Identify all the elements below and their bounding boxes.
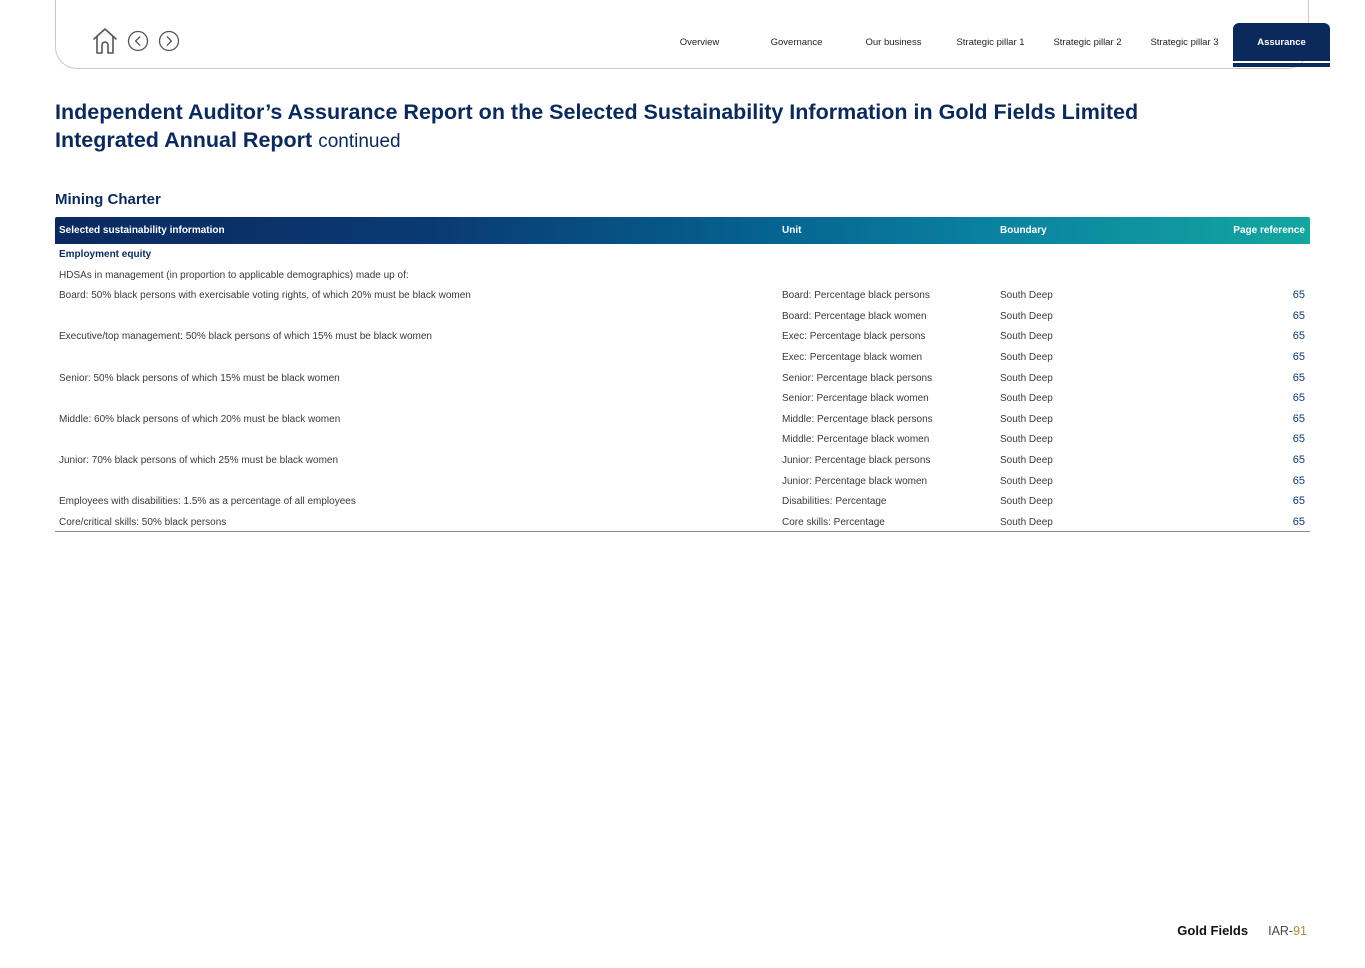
tab-our-business[interactable]: Our business xyxy=(865,36,922,48)
cell-info: Executive/top management: 50% black persons of which 15% must be black women xyxy=(59,331,432,343)
cell-boundary: South Deep xyxy=(1000,331,1053,343)
cell-boundary: South Deep xyxy=(1000,454,1053,466)
table-row xyxy=(55,306,1310,327)
next-icon[interactable] xyxy=(158,30,180,52)
table-row xyxy=(55,409,1310,430)
cell-boundary: South Deep xyxy=(1000,310,1053,322)
cell-unit: Middle: Percentage black persons xyxy=(782,413,933,425)
cell-page-reference: 65 xyxy=(1292,412,1305,425)
cell-page-reference: 65 xyxy=(1292,474,1305,487)
cell-info: Employees with disabilities: 1.5% as a percentage of all employees xyxy=(59,496,356,508)
cell-page-reference: 65 xyxy=(1292,371,1305,384)
tab-strategic-pillar-3[interactable]: Strategic pillar 3 xyxy=(1150,36,1219,48)
tab-strategic-pillar-2[interactable]: Strategic pillar 2 xyxy=(1053,36,1122,48)
table-row xyxy=(55,368,1310,389)
table-row xyxy=(55,471,1310,492)
table-row xyxy=(55,347,1310,368)
cell-boundary: South Deep xyxy=(1000,351,1053,363)
cell-unit: Middle: Percentage black women xyxy=(782,434,930,446)
nav-icon-group xyxy=(91,26,189,56)
table-group-row xyxy=(55,244,1310,265)
table-header xyxy=(55,217,1310,244)
cell-page-reference: 65 xyxy=(1292,515,1305,528)
header-unit: Unit xyxy=(782,225,802,236)
page-title xyxy=(55,98,1175,156)
cell-boundary: South Deep xyxy=(1000,516,1053,528)
cell-page-reference: 65 xyxy=(1292,392,1305,405)
table-row xyxy=(55,388,1310,409)
cell-info: HDSAs in management (in proportion to applicable demographics) made up of: xyxy=(59,269,409,281)
cell-unit: Senior: Percentage black women xyxy=(782,393,929,405)
table-row xyxy=(55,512,1310,533)
cell-info: Employment equity xyxy=(59,249,152,260)
cell-unit: Exec: Percentage black persons xyxy=(782,331,926,343)
cell-boundary: South Deep xyxy=(1000,372,1053,384)
cell-page-reference: 65 xyxy=(1292,433,1305,446)
table-body xyxy=(55,244,1310,532)
cell-info: Board: 50% black persons with exercisable voting rights, of which 20% must be black women xyxy=(59,290,471,302)
cell-page-reference: 65 xyxy=(1292,309,1305,322)
tab-assurance[interactable]: Assurance xyxy=(1233,23,1330,61)
sustainability-table xyxy=(55,217,1310,532)
cell-unit: Junior: Percentage black women xyxy=(782,475,928,487)
cell-page-reference: 65 xyxy=(1292,495,1305,508)
footer-brand: Gold Fields xyxy=(1177,923,1249,938)
cell-page-reference: 65 xyxy=(1292,289,1305,302)
page-title-main: Independent Auditor’s Assurance Report on the Selected Sustainability Information in Gold Fields Limited Integrated Annual Report xyxy=(55,100,1139,152)
header-info: Selected sustainability information xyxy=(59,225,225,236)
cell-boundary: South Deep xyxy=(1000,496,1053,508)
cell-unit: Core skills: Percentage xyxy=(782,516,885,528)
cell-boundary: South Deep xyxy=(1000,475,1053,487)
cell-unit: Junior: Percentage black persons xyxy=(782,454,931,466)
cell-info: Senior: 50% black persons of which 15% must be black women xyxy=(59,372,340,384)
cell-boundary: South Deep xyxy=(1000,413,1053,425)
cell-unit: Board: Percentage black women xyxy=(782,310,927,322)
section-heading: Mining Charter xyxy=(55,191,161,208)
cell-unit: Senior: Percentage black persons xyxy=(782,372,933,384)
cell-boundary: South Deep xyxy=(1000,434,1053,446)
tab-strategic-pillar-1[interactable]: Strategic pillar 1 xyxy=(956,36,1025,48)
table-row xyxy=(55,491,1310,512)
cell-page-reference: 65 xyxy=(1292,350,1305,363)
cell-boundary: South Deep xyxy=(1000,393,1053,405)
table-row xyxy=(55,429,1310,450)
page-footer xyxy=(1177,923,1307,938)
table-row xyxy=(55,265,1310,286)
previous-icon[interactable] xyxy=(127,30,149,52)
home-icon[interactable] xyxy=(91,26,119,56)
cell-unit: Exec: Percentage black women xyxy=(782,351,923,363)
cell-boundary: South Deep xyxy=(1000,290,1053,302)
footer-prefix: IAR- xyxy=(1268,924,1294,938)
page-title-suffix: continued xyxy=(318,131,401,152)
cell-page-reference: 65 xyxy=(1292,453,1305,466)
top-navigation-bar xyxy=(55,0,1309,69)
table-row xyxy=(55,326,1310,347)
cell-page-reference: 65 xyxy=(1292,330,1305,343)
tab-governance[interactable]: Governance xyxy=(770,36,823,48)
footer-page-number: 91 xyxy=(1293,924,1307,938)
cell-unit: Disabilities: Percentage xyxy=(782,496,887,508)
table-row xyxy=(55,450,1310,471)
cell-info: Middle: 60% black persons of which 20% must be black women xyxy=(59,413,341,425)
cell-unit: Board: Percentage black persons xyxy=(782,290,930,302)
header-page-reference: Page reference xyxy=(1233,225,1305,236)
cell-info: Junior: 70% black persons of which 25% must be black women xyxy=(59,454,339,466)
header-boundary: Boundary xyxy=(1000,225,1047,236)
table-row xyxy=(55,285,1310,306)
tab-overview[interactable]: Overview xyxy=(679,36,720,48)
cell-info: Core/critical skills: 50% black persons xyxy=(59,516,227,528)
section-tabs xyxy=(651,23,1330,68)
